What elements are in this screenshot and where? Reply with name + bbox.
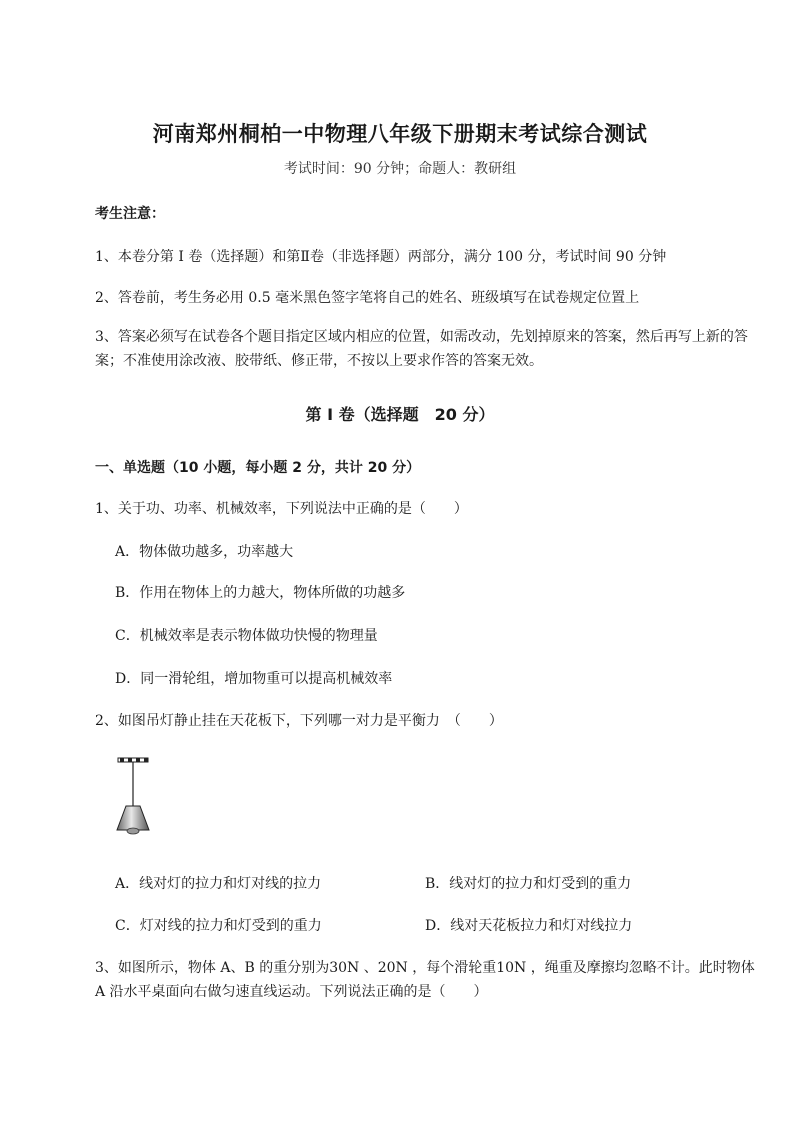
question-1-stem: 1、关于功、功率、机械效率，下列说法中正确的是（ ）	[95, 501, 468, 517]
part-heading: 一、单选题（10 小题，每小题 2 分，共计 20 分）	[95, 460, 421, 476]
question-2-stem: 2、如图吊灯静止挂在天花板下，下列哪一对力是平衡力 （ ）	[95, 713, 503, 729]
question-2-option-b: B．线对灯的拉力和灯受到的重力	[425, 876, 632, 892]
question-2-option-d: D．线对天花板拉力和灯对线拉力	[425, 918, 633, 934]
question-1-option-a: A．物体做功越多，功率越大	[115, 544, 294, 560]
lamp-shade	[117, 806, 149, 830]
notice-item-1: 1、本卷分第 I 卷（选择题）和第Ⅱ卷（非选择题）两部分，满分 100 分，考试时间 90 分钟	[95, 249, 667, 265]
hanging-lamp-figure	[112, 756, 156, 840]
question-2-option-c: C．灯对线的拉力和灯受到的重力	[115, 918, 322, 934]
question-2-option-a: A．线对灯的拉力和灯对线的拉力	[115, 876, 322, 892]
lamp-bulb	[127, 828, 139, 834]
question-3-stem: 3、如图所示，物体 A、B 的重分别为30N 、20N ，每个滑轮重10N ，绳重及摩擦均忽略不计。此时物体 A 沿水平桌面向右做匀速直线运动。下列说法正确的是（ ）	[95, 960, 755, 1000]
notice-item-3: 3、答案必须写在试卷各个题目指定区域内相应的位置，如需改动，先划掉原来的答案，然后再写上新的答案；不准使用涂改液、胶带纸、修正带，不按以上要求作答的答案无效。	[95, 329, 748, 369]
notice-item-2: 2、答卷前，考生务必用 0.5 毫米黑色签字笔将自己的姓名、班级填写在试卷规定位置上	[95, 290, 640, 306]
notice-heading: 考生注意：	[95, 206, 165, 222]
ceiling-hatch	[118, 758, 148, 762]
question-1-option-b: B．作用在物体上的力越大，物体所做的功越多	[115, 585, 406, 601]
question-1-option-c: C．机械效率是表示物体做功快慢的物理量	[115, 628, 378, 644]
question-1-option-d: D．同一滑轮组，增加物重可以提高机械效率	[115, 671, 393, 687]
section-title: 第 I 卷（选择题 20 分）	[305, 405, 495, 424]
exam-title: 河南郑州桐柏一中物理八年级下册期末考试综合测试	[152, 122, 648, 146]
exam-subtitle: 考试时间：90 分钟；命题人：教研组	[283, 161, 517, 177]
